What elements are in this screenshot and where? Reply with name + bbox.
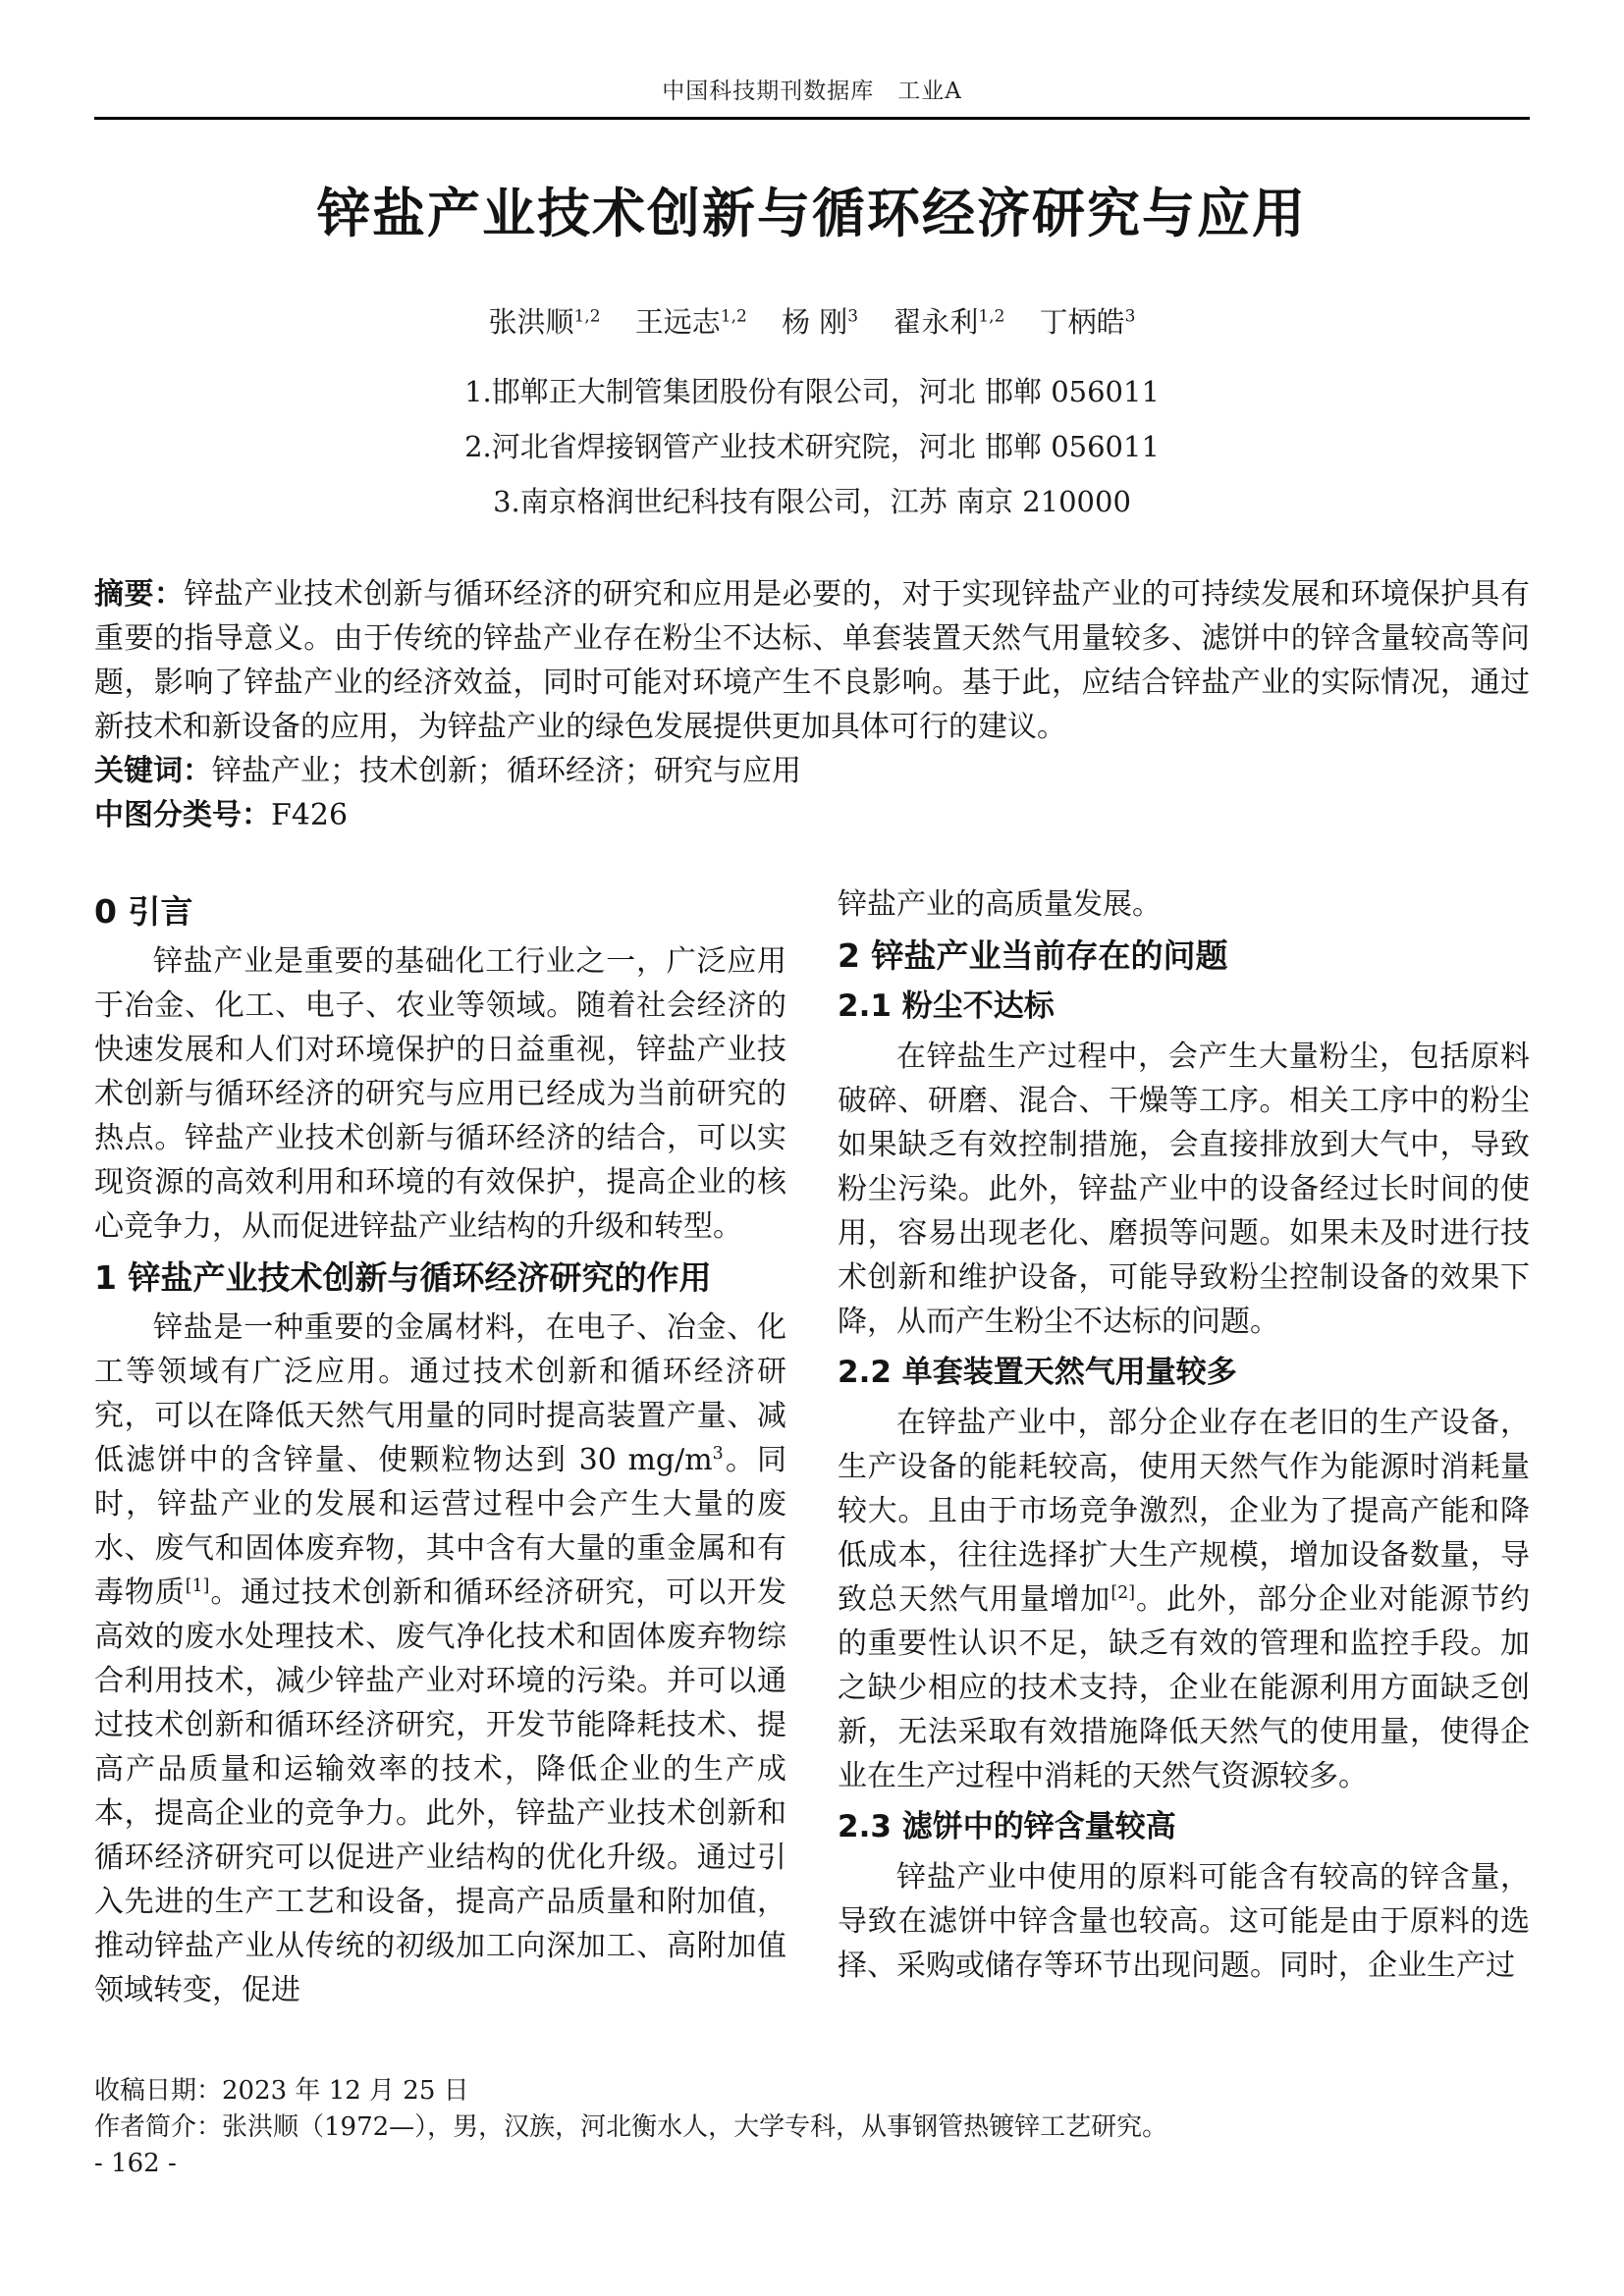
author [635,305,747,339]
author-name: 丁柄皓 [1039,304,1125,339]
abstract-block [94,572,1530,837]
body-columns [94,882,1530,2012]
text-run: 锌盐产业中使用的原料可能含有较高的锌含量，导致在滤饼中锌含量也较高。这可能是由于原料的选择、采购或储存等环节出现问题。同时，企业生产过 [838,1859,1530,1983]
superscript-reference: [2] [1110,1582,1135,1603]
author-bio: 作者简介：张洪顺（1972—），男，汉族，河北衡水人，大学专科，从事钢管热镀锌工艺研究。 [94,2112,1168,2142]
body-paragraph [94,1306,786,2012]
author-name: 张洪顺 [488,304,574,339]
text-run: 。通过技术创新和循环经济研究，可以开发高效的废水处理技术、废气净化技术和固体废弃物综合利用技术，减少锌盐产业对环境的污染。并可以通过技术创新和循环经济研究，开发节能降耗技术、提高产品质量和运输效率的技术，降低企业的生产成本，提高企业的竞争力。此外，锌盐产业技术创新和循环经济研究可以促进产业结构的优化升级。通过引入先进的生产工艺和设备，提高产品质量和附加值，推动锌盐产业从传统的初级加工向深加工、高附加值领域转变，促进 [94,1575,787,2007]
affiliation: 1.邯郸正大制管集团股份有限公司，河北 邯郸 056011 [464,374,1160,408]
text-run: 在锌盐产业中，部分企业存在老旧的生产设备，生产设备的能耗较高，使用天然气作为能源时消耗量较大。且由于市场竞争激烈，企业为了提高产能和降低成本，往往选择扩大生产规模，增加设备数量，导致总天然气用量增加 [838,1405,1530,1617]
author-name: 王远志 [634,304,721,339]
text-run: 。此外，部分企业对能源节约的重要性认识不足，缺乏有效的管理和监控手段。加之缺少相应的技术支持，企业在能源利用方面缺乏创新，无法采取有效措施降低天然气的使用量，使得企业在生产过程中消耗的天然气资源较多。 [838,1581,1531,1793]
received-date: 收稿日期：2023 年 12 月 25 日 [94,2076,469,2106]
section-heading: 0 引言 [94,891,193,931]
body-paragraph [838,1035,1530,1344]
author [782,305,858,339]
keywords-text: 锌盐产业；技术创新；循环经济；研究与应用 [212,753,801,788]
right-column [838,882,1530,1988]
author-name: 杨 刚 [782,304,848,339]
abstract-label: 摘要： [94,576,185,612]
body-paragraph [94,939,786,1249]
abstract [94,572,1530,749]
body-paragraph [838,1855,1530,1988]
section-heading: 1 锌盐产业技术创新与循环经济研究的作用 [94,1257,712,1297]
author-affiliation-superscript: 1,2 [720,306,747,327]
abstract-text: 锌盐产业技术创新与循环经济的研究和应用是必要的，对于实现锌盐产业的可持续发展和环境保护具有重要的指导意义。由于传统的锌盐产业存在粉尘不达标、单套装置天然气用量较多、滤饼中的锌含量较高等问题，影响了锌盐产业的经济效益，同时可能对环境产生不良影响。基于此，应结合锌盐产业的实际情况，通过新技术和新设备的应用，为锌盐产业的绿色发展提供更加具体可行的建议。 [94,576,1531,744]
text-run: 锌盐产业是重要的基础化工行业之一，广泛应用于冶金、化工、电子、农业等领域。随着社会经济的快速发展和人们对环境保护的日益重视，锌盐产业技术创新与循环经济的研究与应用已经成为当前研究的热点。锌盐产业技术创新与循环经济的结合，可以实现资源的高效利用和环境的有效保护，提高企业的核心竞争力，从而促进锌盐产业结构的升级和转型。 [94,943,786,1244]
keywords-label: 关键词： [94,753,212,788]
header-rule [94,117,1530,120]
superscript-reference: 3 [712,1443,724,1464]
text-run: 在锌盐生产过程中，会产生大量粉尘，包括原料破碎、研磨、混合、干燥等工序。相关工序中的粉尘如果缺乏有效控制措施，会直接排放到大气中，导致粉尘污染。此外，锌盐产业中的设备经过长时间的使用，容易出现老化、磨损等问题。如果未及时进行技术创新和维护设备，可能导致粉尘控制设备的效果下降，从而产生粉尘不达标的问题。 [838,1039,1530,1339]
affiliation: 2.河北省焊接钢管产业技术研究院，河北 邯郸 056011 [464,429,1160,463]
clc-value: F426 [271,797,349,832]
affiliations [0,364,1624,529]
section-heading: 2 锌盐产业当前存在的问题 [838,935,1228,975]
text-run: 。同时，锌盐产业的发展和运营过程中会产生大量的废水、废气和固体废弃物，其中含有大量的重金属和有毒物质 [94,1442,787,1610]
paper-title: 锌盐产业技术创新与循环经济研究与应用 [317,183,1307,244]
clc-number [94,793,1530,837]
author [489,305,601,339]
author [1040,305,1136,339]
section-heading: 2.2 单套装置天然气用量较多 [838,1354,1237,1390]
author [893,305,1004,339]
left-column [94,882,786,2012]
author-affiliation-superscript: 3 [847,306,859,327]
section-heading: 2.1 粉尘不达标 [838,988,1055,1024]
author-affiliation-superscript: 1,2 [978,306,1005,327]
text-run: 锌盐产业的高质量发展。 [838,886,1162,922]
affiliation: 3.南京格润世纪科技有限公司，江苏 南京 210000 [493,484,1131,518]
author-affiliation-superscript: 1,2 [573,306,601,327]
clc-label: 中图分类号： [94,797,271,832]
authors-line [0,300,1624,341]
journal-header: 中国科技期刊数据库 工业A [662,79,962,104]
footnote-block [94,2073,1530,2182]
keywords [94,749,1530,793]
body-paragraph [838,1401,1530,1798]
superscript-reference: [1] [185,1575,210,1596]
author-name: 翟永利 [893,304,979,339]
body-paragraph [838,882,1530,927]
page-number: - 162 - [94,2149,177,2178]
section-heading: 2.3 滤饼中的锌含量较高 [838,1808,1176,1844]
author-affiliation-superscript: 3 [1124,306,1136,327]
text-run: 锌盐是一种重要的金属材料，在电子、冶金、化工等领域有广泛应用。通过技术创新和循环经济研究，可以在降低天然气用量的同时提高装置产量、减低滤饼中的含锌量、使颗粒物达到 30 mg/m [94,1309,786,1477]
